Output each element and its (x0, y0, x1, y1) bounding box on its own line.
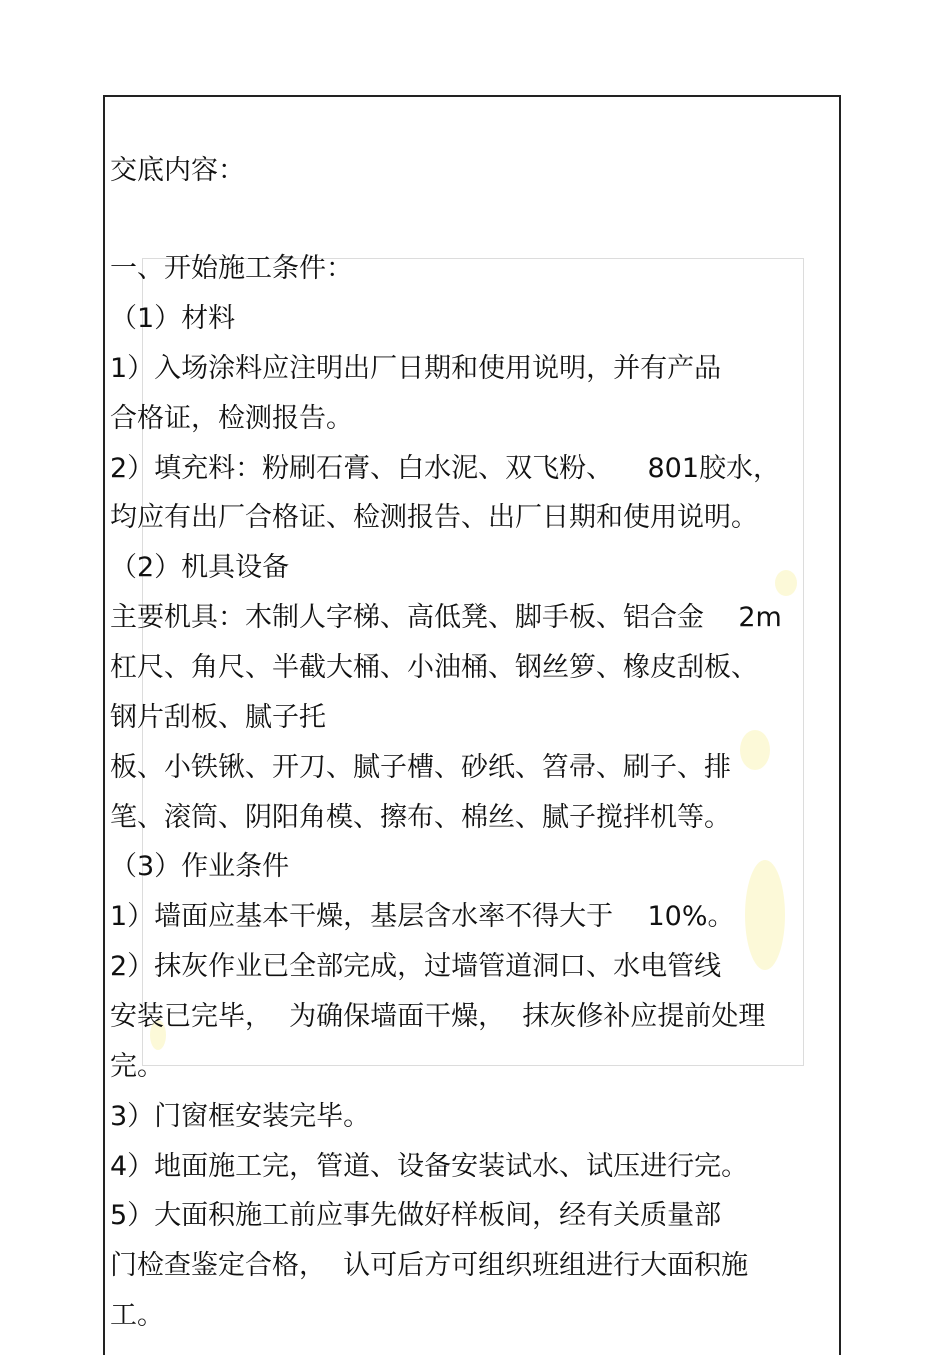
text-line: （1）材料 (110, 303, 236, 334)
text-line: 工。 (110, 1300, 164, 1331)
text-line: 5）大面积施工前应事先做好样板间，经有关质量部 (110, 1200, 722, 1231)
text-line: 均应有出厂合格证、检测报告、出厂日期和使用说明。 (110, 502, 758, 533)
text-line: 完。 (110, 1051, 164, 1082)
text-line: 主要机具：木制人字梯、高低凳、脚手板、铝合金 2m (110, 602, 782, 633)
background-tint (775, 570, 797, 596)
text-line: 2）填充料：粉刷石膏、白水泥、双飞粉、 801胶水， (110, 453, 781, 484)
text-line: （3）作业条件 (110, 851, 290, 882)
text-line: 合格证，检测报告。 (110, 403, 353, 434)
text-line: 门检查鉴定合格， 认可后方可组织班组进行大面积施 (110, 1250, 749, 1281)
background-tint (745, 860, 785, 970)
text-line: 杠尺、角尺、半截大桶、小油桶、钢丝箩、橡皮刮板、 (110, 652, 758, 683)
background-tint (740, 730, 770, 770)
text-line: 一、开始施工条件： (110, 253, 353, 284)
text-line: 笔、滚筒、阴阳角模、擦布、棉丝、腻子搅拌机等。 (110, 802, 731, 833)
text-line: 2）抹灰作业已全部完成，过墙管道洞口、水电管线 (110, 951, 722, 982)
text-line: 板、小铁锹、开刀、腻子槽、砂纸、笤帚、刷子、排 (110, 752, 731, 783)
text-line: （2）机具设备 (110, 552, 290, 583)
section-heading: 交底内容： (110, 155, 245, 186)
text-line: 钢片刮板、腻子托 (110, 702, 326, 733)
text-line: 4）地面施工完，管道、设备安装试水、试压进行完。 (110, 1151, 749, 1182)
text-line: 3）门窗框安装完毕。 (110, 1101, 371, 1132)
text-line: 安装已完毕， 为确保墙面干燥， 抹灰修补应提前处理 (110, 1001, 766, 1032)
text-line: 1）入场涂料应注明出厂日期和使用说明，并有产品 (110, 353, 722, 384)
text-line: 1）墙面应基本干燥，基层含水率不得大于 10%。 (110, 901, 735, 932)
